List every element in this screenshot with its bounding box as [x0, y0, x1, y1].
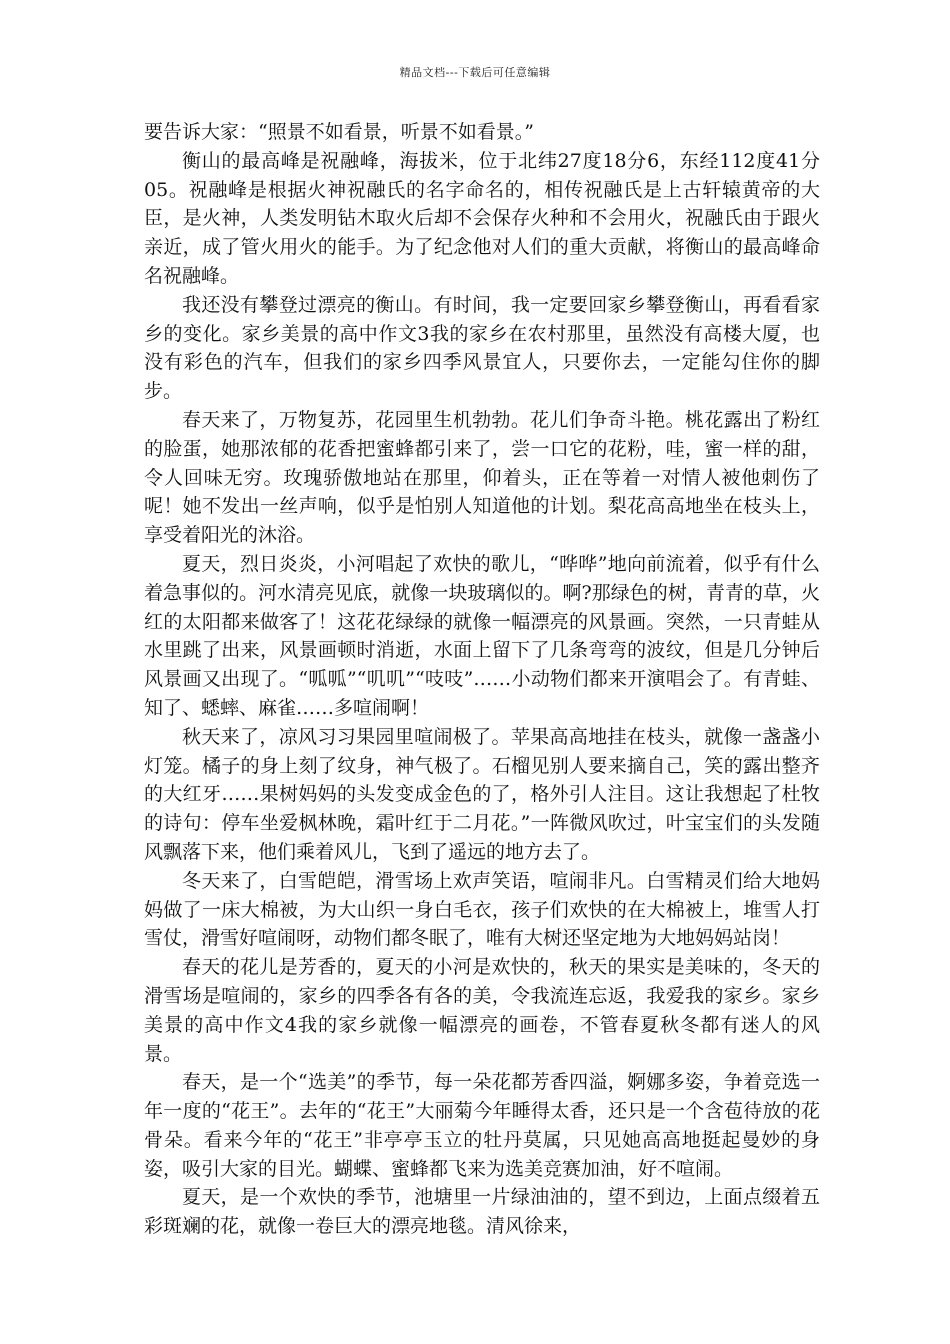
paragraph: 春天的花儿是芳香的，夏天的小河是欢快的，秋天的果实是美味的，冬天的滑雪场是喧闹的，家乡的四季各有各的美，令我流连忘返，我爱我的家乡。家乡美景的高中作文4我的家乡就像一幅漂亮的画卷，不管春夏秋冬都有迷人的风景。: [144, 956, 820, 1065]
paragraph: 春天，是一个“选美”的季节，每一朵花都芳香四溢，婀娜多姿，争着竞选一年一度的“花王”。去年的“花王”大丽菊今年睡得太香，还只是一个含苞待放的花骨朵。看来今年的“花王”非亭亭玉立的牡丹莫属，只见她高高地挺起曼妙的身姿，吸引大家的目光。蝴蝶、蜜蜂都飞来为选美竞赛加油，好不喧闹。: [144, 1071, 820, 1180]
paragraph: 夏天，是一个欢快的季节，池塘里一片绿油油的，望不到边，上面点缀着五彩斑斓的花，就像一卷巨大的漂亮地毯。清风徐来，: [144, 1186, 820, 1238]
paragraph: 冬天来了，白雪皑皑，滑雪场上欢声笑语，喧闹非凡。白雪精灵们给大地妈妈做了一床大棉被，为大山织一身白毛衣，孩子们欢快的在大棉被上，堆雪人打雪仗，滑雪好喧闹呀，动物们都冬眠了，唯有大树还坚定地为大地妈妈站岗！: [144, 869, 820, 950]
paragraph: 夏天，烈日炎炎，小河唱起了欢快的歌儿，“哗哗”地向前流着，似乎有什么着急事似的。河水清亮见底，就像一块玻璃似的。啊?那绿色的树，青青的草，火红的太阳都来做客了！这花花绿绿的就像一幅漂亮的风景画。突然，一只青蛙从水里跳了出来，风景画顿时消逝，水面上留下了几条弯弯的波纹，但是几分钟后风景画又出现了。“呱呱”“叽叽”“吱吱”……小动物们都来开演唱会了。有青蛙、知了、蟋蟀、麻雀……多喧闹啊！: [144, 552, 820, 719]
document-body: [144, 118, 820, 1241]
paragraph: 衡山的最高峰是祝融峰，海拔米，位于北纬27度18分6，东经112度41分05。祝融峰是根据火神祝融氏的名字命名的，相传祝融氏是上古轩辕黄帝的大臣，是火神，人类发明钻木取火后却不会保存火种和不会用火，祝融氏由于跟火亲近，成了管火用火的能手。为了纪念他对人们的重大贡献，将衡山的最高峰命名祝融峰。: [144, 149, 820, 287]
page-header: 精品文档---下载后可任意编辑: [399, 66, 551, 79]
paragraph: 我还没有攀登过漂亮的衡山。有时间，我一定要回家乡攀登衡山，再看看家乡的变化。家乡美景的高中作文3我的家乡在农村那里，虽然没有高楼大厦，也没有彩色的汽车，但我们的家乡四季风景宜人，只要你去，一定能勾住你的脚步。: [144, 293, 820, 403]
paragraph: 春天来了，万物复苏，花园里生机勃勃。花儿们争奇斗艳。桃花露出了粉红的脸蛋，她那浓郁的花香把蜜蜂都引来了，尝一口它的花粉，哇，蜜一样的甜，令人回味无穷。玫瑰骄傲地站在那里，仰着头，正在等着一对情人被他刺伤了呢！她不发出一丝声响，似乎是怕别人知道他的计划。梨花高高地坐在枝头上，享受着阳光的沐浴。: [144, 408, 820, 547]
paragraph: 秋天来了，凉风习习果园里喧闹极了。苹果高高地挂在枝头，就像一盏盏小灯笼。橘子的身上刻了纹身，神气极了。石榴见别人要来摘自己，笑的露出整齐的大红牙……果树妈妈的头发变成金色的了，格外引人注目。这让我想起了杜牧的诗句：停车坐爱枫林晚，霜叶红于二月花。”一阵微风吹过，叶宝宝们的头发随风飘落下来，他们乘着风儿，飞到了遥远的地方去了。: [144, 725, 820, 863]
paragraph: 要告诉大家：“照景不如看景，听景不如看景。”: [144, 121, 534, 143]
